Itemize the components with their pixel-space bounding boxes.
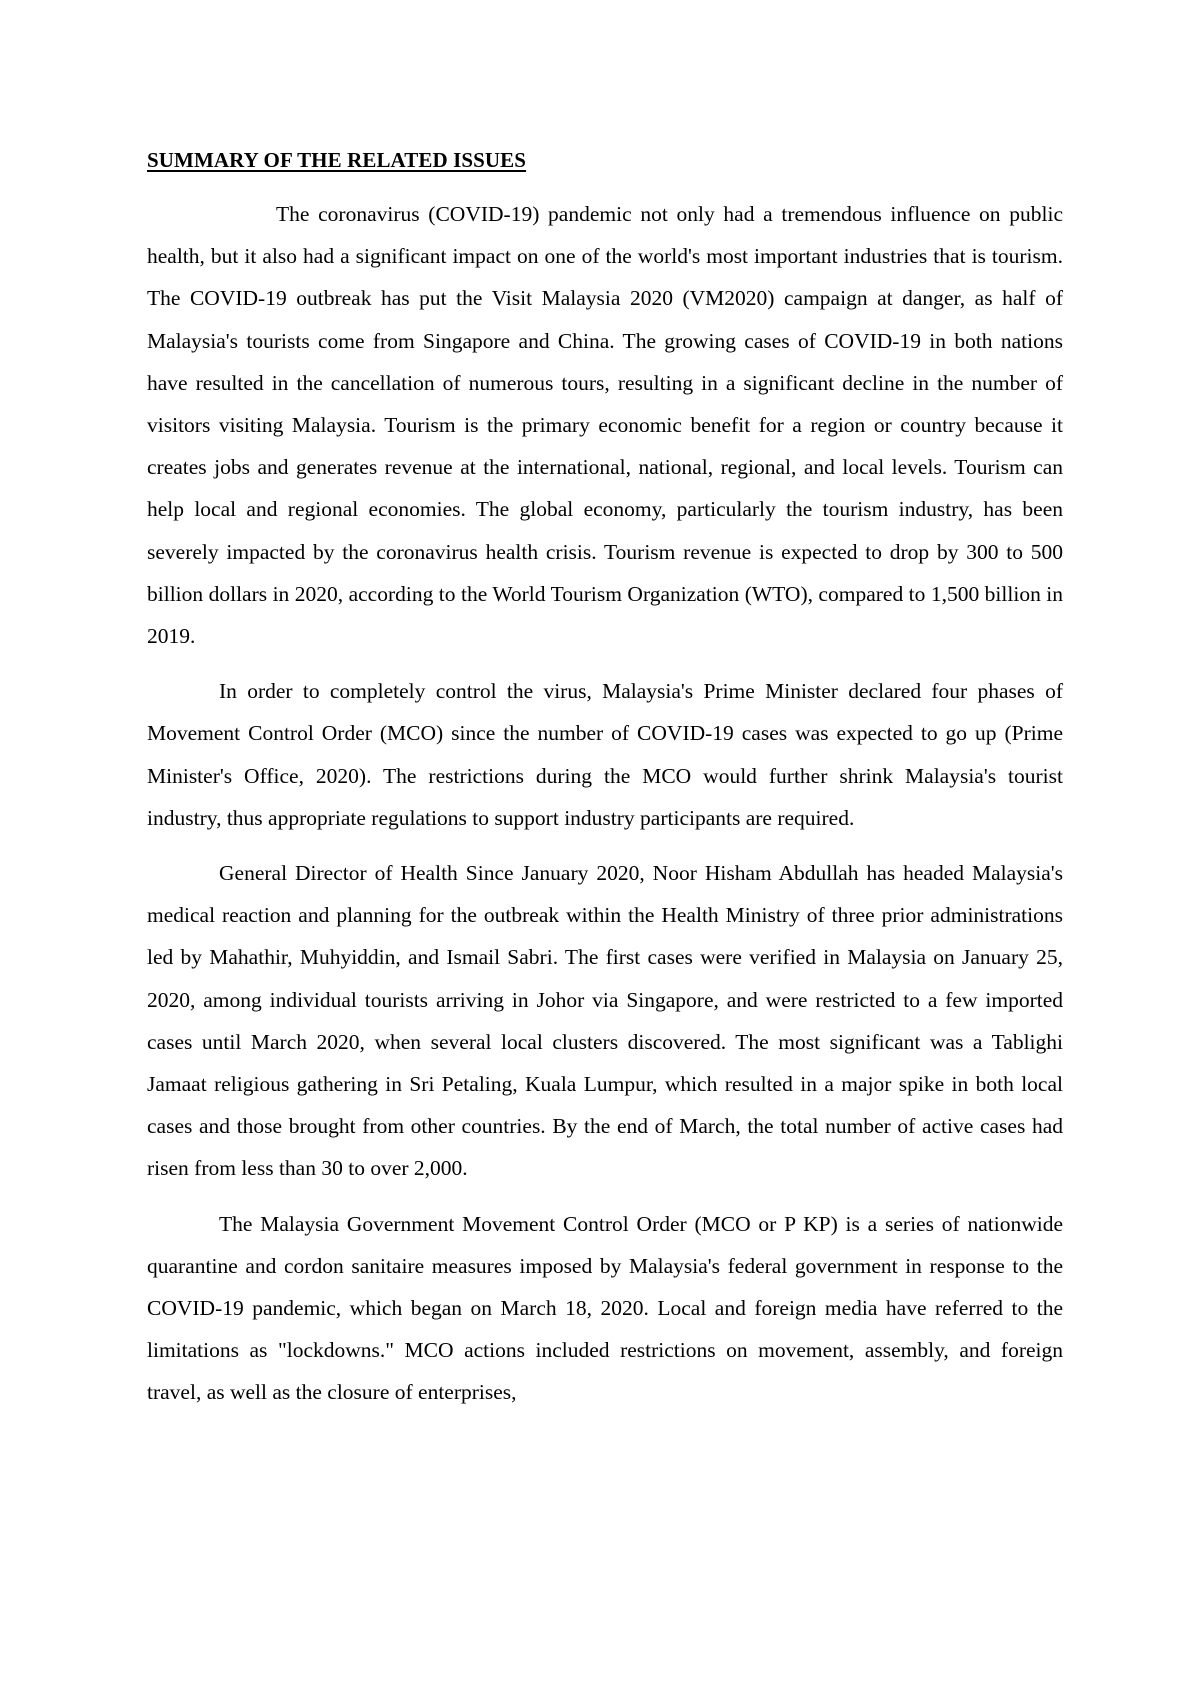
- paragraph-mco-definition: The Malaysia Government Movement Control Order (MCO or P KP) is a series of nationwide quarantine and cordon sanitaire measures imposed by Malaysia's federal government in response to the COVID-19 pandemic, which began on March 18, 2020. Local and foreign media have referred to the limitations as "lockdowns." MCO actions included restrictions on movement, assembly, and foreign travel, as well as the closure of enterprises,: [147, 1211, 1063, 1405]
- paragraph-health-director-outbreak: General Director of Health Since January 2020, Noor Hisham Abdullah has headed Malaysia's medical reaction and planning for the outbreak within the Health Ministry of three prior administrations led by Mahathir, Muhyiddin, and Ismail Sabri. The first cases were verified in Malaysia on January 25, 2020, among individual tourists arriving in Johor via Singapore, and were restricted to a few imported cases until March 2020, when several local clusters discovered. The most significant was a Tablighi Jamaat religious gathering in Sri Petaling, Kuala Lumpur, which resulted in a major spike in both local cases and those brought from other countries. By the end of March, the total number of active cases had risen from less than 30 to over 2,000.: [147, 861, 1063, 1181]
- document-body: [147, 146, 1063, 1427]
- section-heading: SUMMARY OF THE RELATED ISSUES: [147, 148, 527, 172]
- paragraph-covid-tourism-impact: The coronavirus (COVID-19) pandemic not only had a tremendous influence on public health, but it also had a significant impact on one of the world's most important industries that is tourism. The COVID-19 outbreak has put the Visit Malaysia 2020 (VM2020) campaign at danger, as half of Malaysia's tourists come from Singapore and China. The growing cases of COVID-19 in both nations have resulted in the cancellation of numerous tours, resulting in a significant decline in the number of visitors visiting Malaysia. Tourism is the primary economic benefit for a region or country because it creates jobs and generates revenue at the international, national, regional, and local levels. Tourism can help local and regional economies. The global economy, particularly the tourism industry, has been severely impacted by the coronavirus health crisis. Tourism revenue is expected to drop by 300 to 500 billion dollars in 2020, according to the World Tourism Organization (WTO), compared to 1,500 billion in 2019.: [147, 202, 1063, 649]
- paragraph-mco-phases: In order to completely control the virus, Malaysia's Prime Minister declared four phases of Movement Control Order (MCO) since the number of COVID-19 cases was expected to go up (Prime Minister's Office, 2020). The restrictions during the MCO would further shrink Malaysia's tourist industry, thus appropriate regulations to support industry participants are required.: [147, 679, 1063, 830]
